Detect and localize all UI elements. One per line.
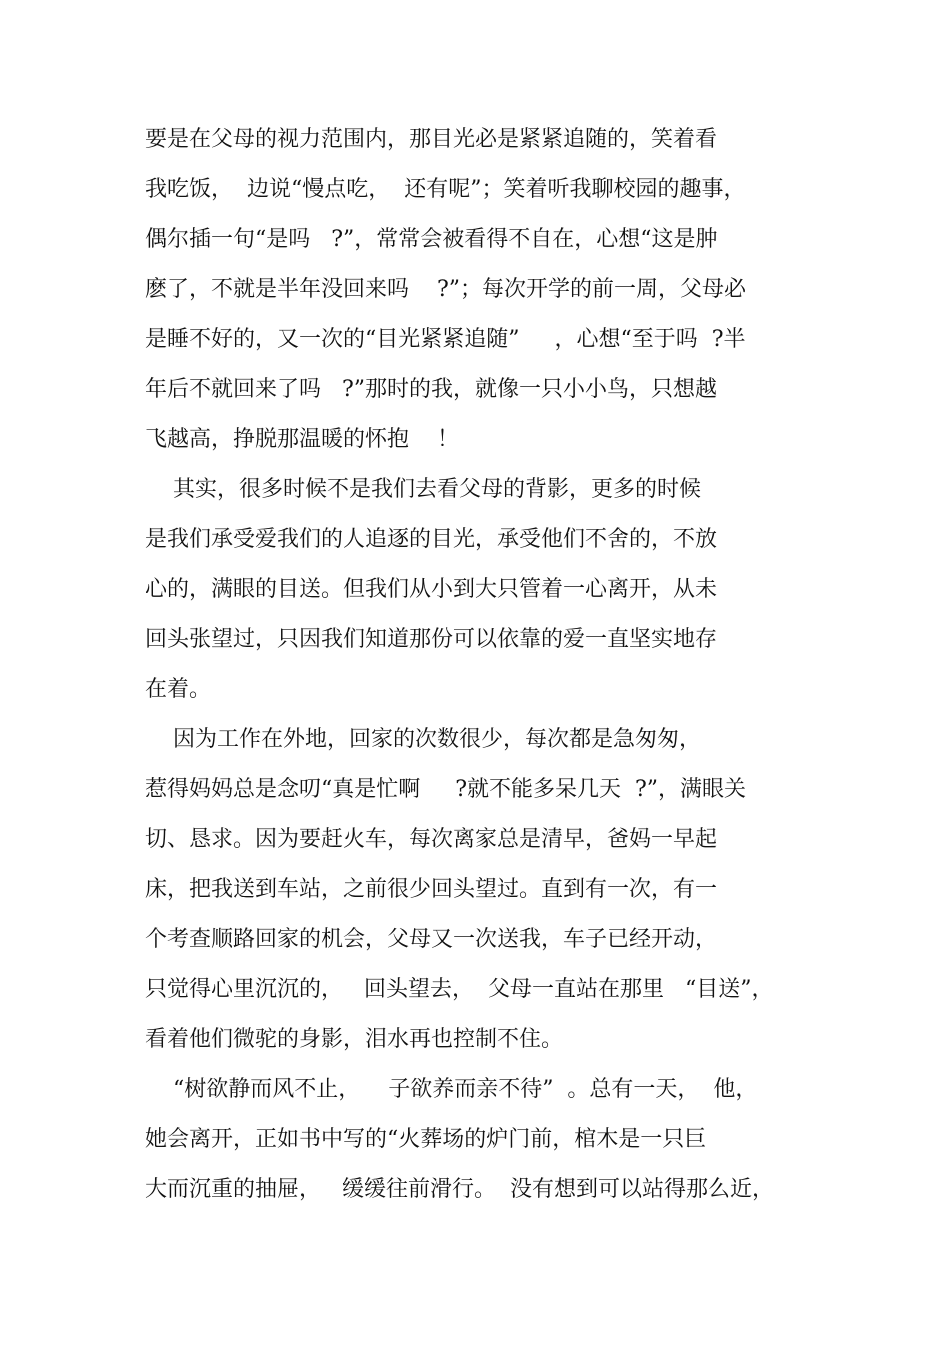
text-line: 惹得妈妈总是念叨“真是忙啊 ?就不能多呆几天 ?”，满眼关 xyxy=(145,777,747,802)
text-line: 只觉得心里沉沉的， 回头望去， 父母一直站在那里 “目送”， xyxy=(145,977,774,1002)
text-line: 在着。 xyxy=(145,677,212,702)
text-line: 偶尔插一句“是吗 ?”，常常会被看得不自在，心想“这是肿 xyxy=(145,227,718,252)
text-line: 心的，满眼的目送。但我们从小到大只管着一心离开，从未 xyxy=(145,577,718,602)
body-text xyxy=(145,122,835,1222)
paragraph-start-line: 因为工作在外地，回家的次数很少，每次都是急匆匆， xyxy=(145,727,701,752)
text-line: 麽了，不就是半年没回来吗 ?”；每次开学的前一周，父母必 xyxy=(145,277,747,302)
text-line: 是我们承受爱我们的人追逐的目光，承受他们不舍的，不放 xyxy=(145,527,718,552)
paragraph-start-line: 其实，很多时候不是我们去看父母的背影，更多的时候 xyxy=(145,477,701,502)
text-line: 个考查顺路回家的机会，父母又一次送我，车子已经开动， xyxy=(145,927,718,952)
text-line: 她会离开，正如书中写的“火葬场的炉门前，棺木是一只巨 xyxy=(145,1127,707,1152)
text-line: 是睡不好的，又一次的“目光紧紧追随” ，心想“至于吗 ?半 xyxy=(145,327,746,352)
text-line: 要是在父母的视力范围内，那目光必是紧紧追随的，笑着看 xyxy=(145,127,718,152)
text-line: 切、恳求。因为要赶火车，每次离家总是清早，爸妈一早起 xyxy=(145,827,718,852)
text-line: 飞越高，挣脱那温暖的怀抱 ！ xyxy=(145,427,459,452)
text-line: 年后不就回来了吗 ?”那时的我，就像一只小小鸟，只想越 xyxy=(145,377,718,402)
text-line: 大而沉重的抽屉， 缓缓往前滑行。 没有想到可以站得那么近， xyxy=(145,1177,774,1202)
paragraph-start-line: “树欲静而风不止， 子欲养而亲不待” 。总有一天， 他， xyxy=(145,1077,758,1102)
text-line: 床，把我送到车站，之前很少回头望过。直到有一次，有一 xyxy=(145,877,718,902)
text-line: 我吃饭， 边说“慢点吃， 还有呢”；笑着听我聊校园的趣事， xyxy=(145,177,746,202)
text-line: 回头张望过，只因我们知道那份可以依靠的爱一直坚实地存 xyxy=(145,627,718,652)
text-line: 看着他们微驼的身影，泪水再也控制不住。 xyxy=(145,1027,564,1052)
